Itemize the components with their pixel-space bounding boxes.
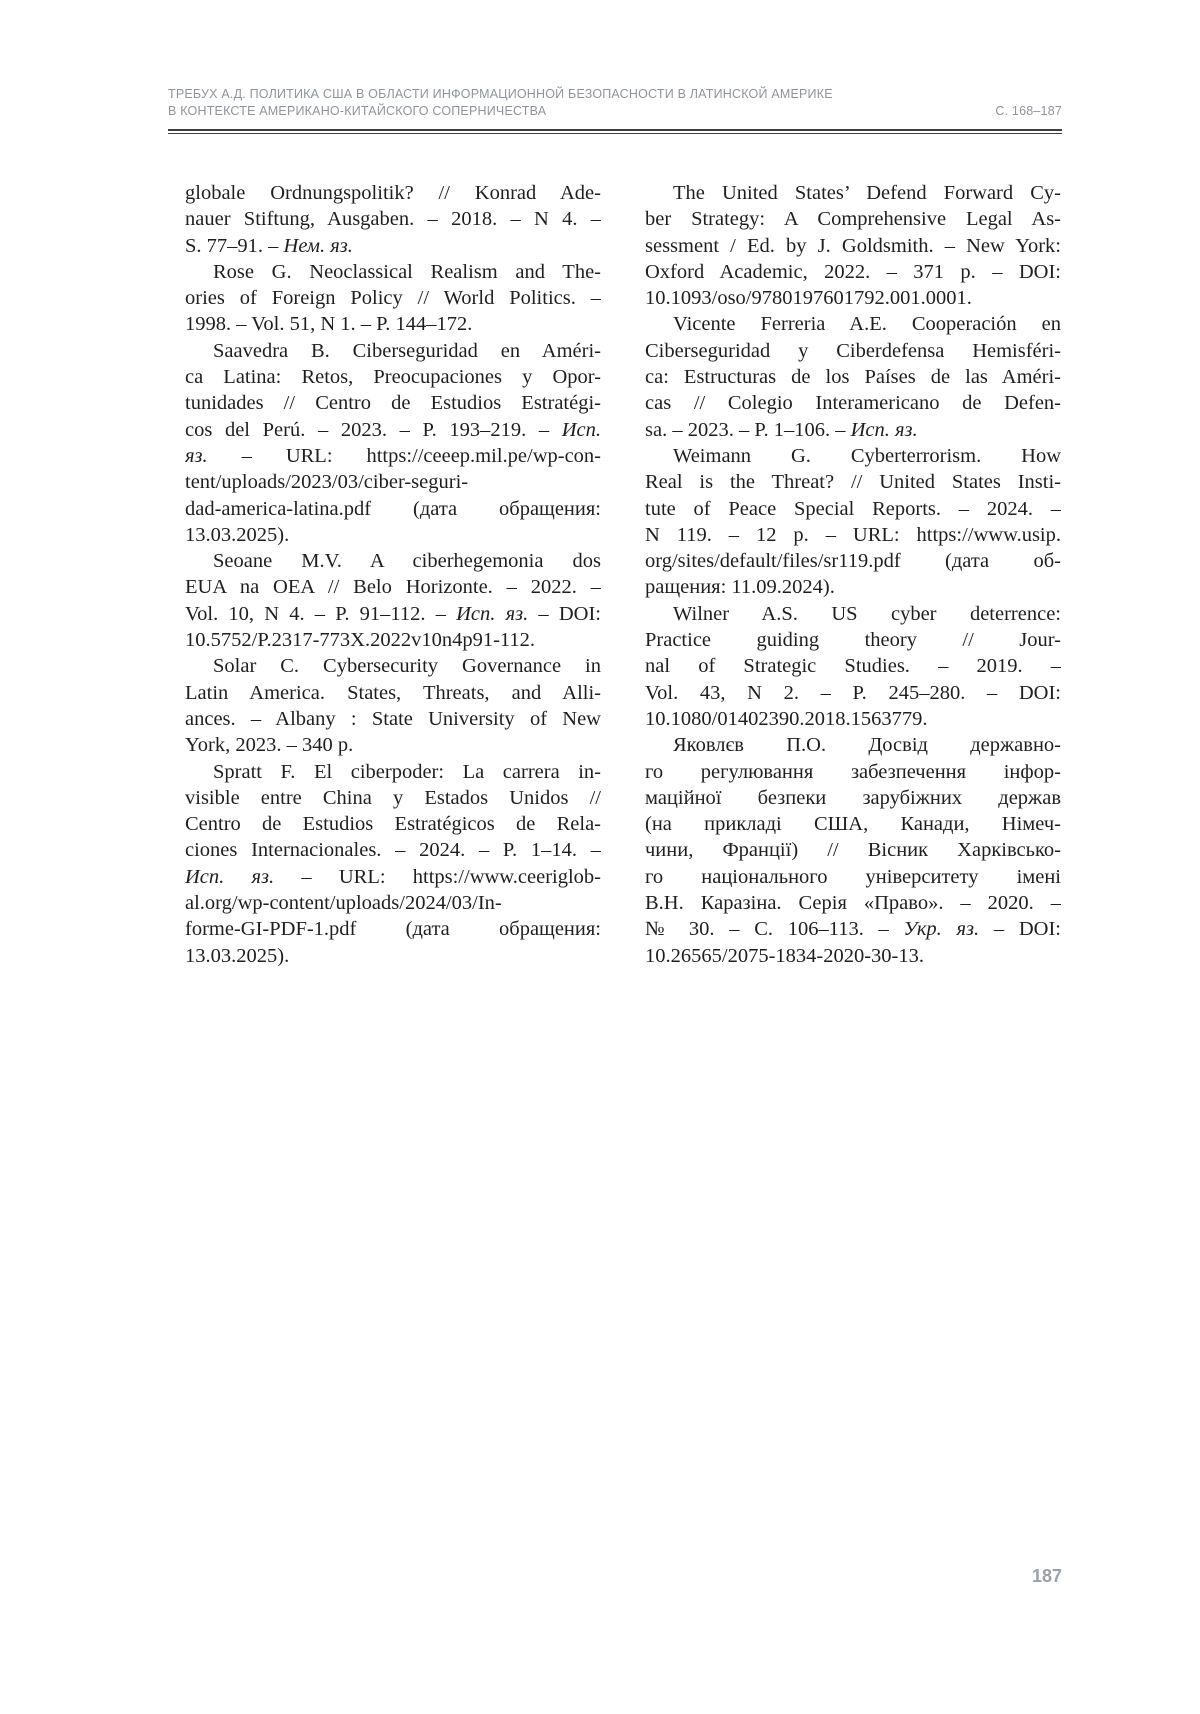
reference-line: В.Н. Каразіна. Серія «Право». – 2020. – <box>645 892 1061 915</box>
reference-line: N 119. – 12 p. – URL: https://www.usip. <box>645 523 1061 546</box>
reference-line: sa. – 2023. – P. 1–106. – Исп. яз. <box>645 418 918 441</box>
reference-line: forme-GI-PDF-1.pdf (дата обращения: <box>185 918 601 941</box>
reference-line: dad-america-latina.pdf (дата обращения: <box>185 497 601 520</box>
reference-line: ca Latina: Retos, Preocupaciones y Opor- <box>185 366 601 389</box>
reference-entry <box>645 180 1061 311</box>
reference-line: 10.26565/2075-1834-2020-30-13. <box>645 944 925 967</box>
reference-line: cos del Perú. – 2023. – P. 193–219. – Исп. <box>185 418 601 441</box>
reference-line: ories of Foreign Policy // World Politics. – <box>185 287 601 310</box>
reference-entry <box>645 601 1061 732</box>
reference-line: Vol. 10, N 4. – P. 91–112. – Исп. яз. – DOI: <box>185 602 601 625</box>
reference-line: чини, Франції) // Вісник Харківсько- <box>645 839 1061 862</box>
reference-line: 13.03.2025). <box>185 523 290 546</box>
reference-line: The United States’ Defend Forward Cy- <box>673 182 1061 204</box>
reference-entry <box>185 653 601 758</box>
reference-line: tunidades // Centro de Estudios Estratégi- <box>185 392 601 415</box>
reference-line: Solar C. Cybersecurity Governance in <box>213 655 601 678</box>
reference-line: al.org/wp-content/uploads/2024/03/In- <box>185 892 502 915</box>
references-column-left <box>185 180 601 969</box>
reference-line: Centro de Estudios Estratégicos de Rela- <box>185 813 601 836</box>
reference-line: № 30. – С. 106–113. – Укр. яз. – DOI: <box>645 918 1061 941</box>
running-title <box>168 86 833 120</box>
reference-line: tent/uploads/2023/03/ciber-seguri- <box>185 471 469 494</box>
running-header <box>168 86 1062 134</box>
reference-line: Oxford Academic, 2022. – 371 p. – DOI: <box>645 260 1061 283</box>
reference-entry <box>185 259 601 338</box>
reference-line: globale Ordnungspolitik? // Konrad Ade- <box>185 182 601 204</box>
reference-line: EUA na OEA // Belo Horizonte. – 2022. – <box>185 576 601 599</box>
reference-line: visible entre China y Estados Unidos // <box>185 786 601 809</box>
reference-line: sessment / Ed. by J. Goldsmith. – New York: <box>645 234 1061 257</box>
reference-line: cas // Colegio Interamericano de Defen- <box>645 392 1061 415</box>
reference-line: ращения: 11.09.2024). <box>645 576 835 599</box>
reference-line: яз. – URL: https://ceeep.mil.pe/wp-con- <box>185 444 601 467</box>
reference-line: S. 77–91. – Нем. яз. <box>185 234 353 257</box>
reference-line: Real is the Threat? // United States Insti- <box>645 471 1061 494</box>
running-title-line2: В КОНТЕКСТЕ АМЕРИКАНО-КИТАЙСКОГО СОПЕРНИЧЕСТВА <box>168 104 547 118</box>
reference-line: маційної безпеки зарубіжних держав <box>645 786 1061 809</box>
reference-line: Seoane M.V. A ciberhegemonia dos <box>213 550 601 573</box>
reference-line: ca: Estructuras de los Países de las Améri- <box>645 366 1061 389</box>
references-section <box>185 180 1061 969</box>
reference-entry <box>645 443 1061 601</box>
reference-line: org/sites/default/files/sr119.pdf (дата об- <box>645 550 1061 573</box>
running-title-line1: ТРЕБУХ А.Д. ПОЛИТИКА США В ОБЛАСТИ ИНФОРМАЦИОННОЙ БЕЗОПАСНОСТИ В ЛАТИНСКОЙ АМЕРИКЕ <box>168 87 833 101</box>
reference-line: Saavedra B. Ciberseguridad en Améri- <box>213 339 601 362</box>
reference-line: nal of Strategic Studies. – 2019. – <box>645 655 1061 678</box>
reference-line: ances. – Albany : State University of New <box>185 707 601 730</box>
reference-line: Weimann G. Cyberterrorism. How <box>673 444 1061 467</box>
reference-line: Яковлєв П.О. Досвід державно- <box>673 734 1061 757</box>
reference-entry <box>185 759 601 969</box>
reference-line: York, 2023. – 340 p. <box>185 734 354 757</box>
reference-line: tute of Peace Special Reports. – 2024. – <box>645 497 1061 520</box>
reference-line: 1998. – Vol. 51, N 1. – P. 144–172. <box>185 313 473 336</box>
reference-entry <box>645 732 1061 969</box>
reference-line: 10.1080/01402390.2018.1563779. <box>645 707 928 730</box>
reference-line: Ciberseguridad y Ciberdefensa Hemisféri- <box>645 339 1061 362</box>
reference-line: 10.5752/P.2317-773X.2022v10n4p91-112. <box>185 629 536 652</box>
reference-line: го національного університету імені <box>645 865 1061 888</box>
reference-line: Wilner A.S. US cyber deterrence: <box>673 602 1061 625</box>
reference-line: ciones Internacionales. – 2024. – P. 1–14. – <box>185 839 601 862</box>
reference-line: ber Strategy: A Comprehensive Legal As- <box>645 208 1061 231</box>
reference-line: 13.03.2025). <box>185 944 290 967</box>
reference-line: Spratt F. El ciberpoder: La carrera in- <box>213 760 601 783</box>
reference-line: nauer Stiftung, Ausgaben. – 2018. – N 4. – <box>185 208 601 231</box>
header-rule <box>168 129 1062 134</box>
reference-line: Vol. 43, N 2. – P. 245–280. – DOI: <box>645 681 1061 704</box>
page-number: 187 <box>1031 1566 1062 1586</box>
reference-line: (на прикладі США, Канади, Німеч- <box>645 813 1061 836</box>
references-column-right <box>645 180 1061 969</box>
reference-line: 10.1093/oso/9780197601792.001.0001. <box>645 287 972 310</box>
reference-line: Vicente Ferreria A.E. Cooperación en <box>673 313 1061 336</box>
reference-line: Latin America. States, Threats, and Alli- <box>185 681 601 704</box>
reference-entry <box>185 180 601 259</box>
reference-entry <box>185 338 601 548</box>
reference-line: Исп. яз. – URL: https://www.ceeriglob- <box>185 865 601 888</box>
page-range-label: С. 168–187 <box>995 104 1062 118</box>
reference-entry <box>645 311 1061 442</box>
reference-entry <box>185 548 601 653</box>
reference-line: Rose G. Neoclassical Realism and The- <box>213 260 601 283</box>
reference-line: го регулювання забезпечення інфор- <box>645 760 1061 783</box>
reference-line: Practice guiding theory // Jour- <box>645 629 1061 652</box>
